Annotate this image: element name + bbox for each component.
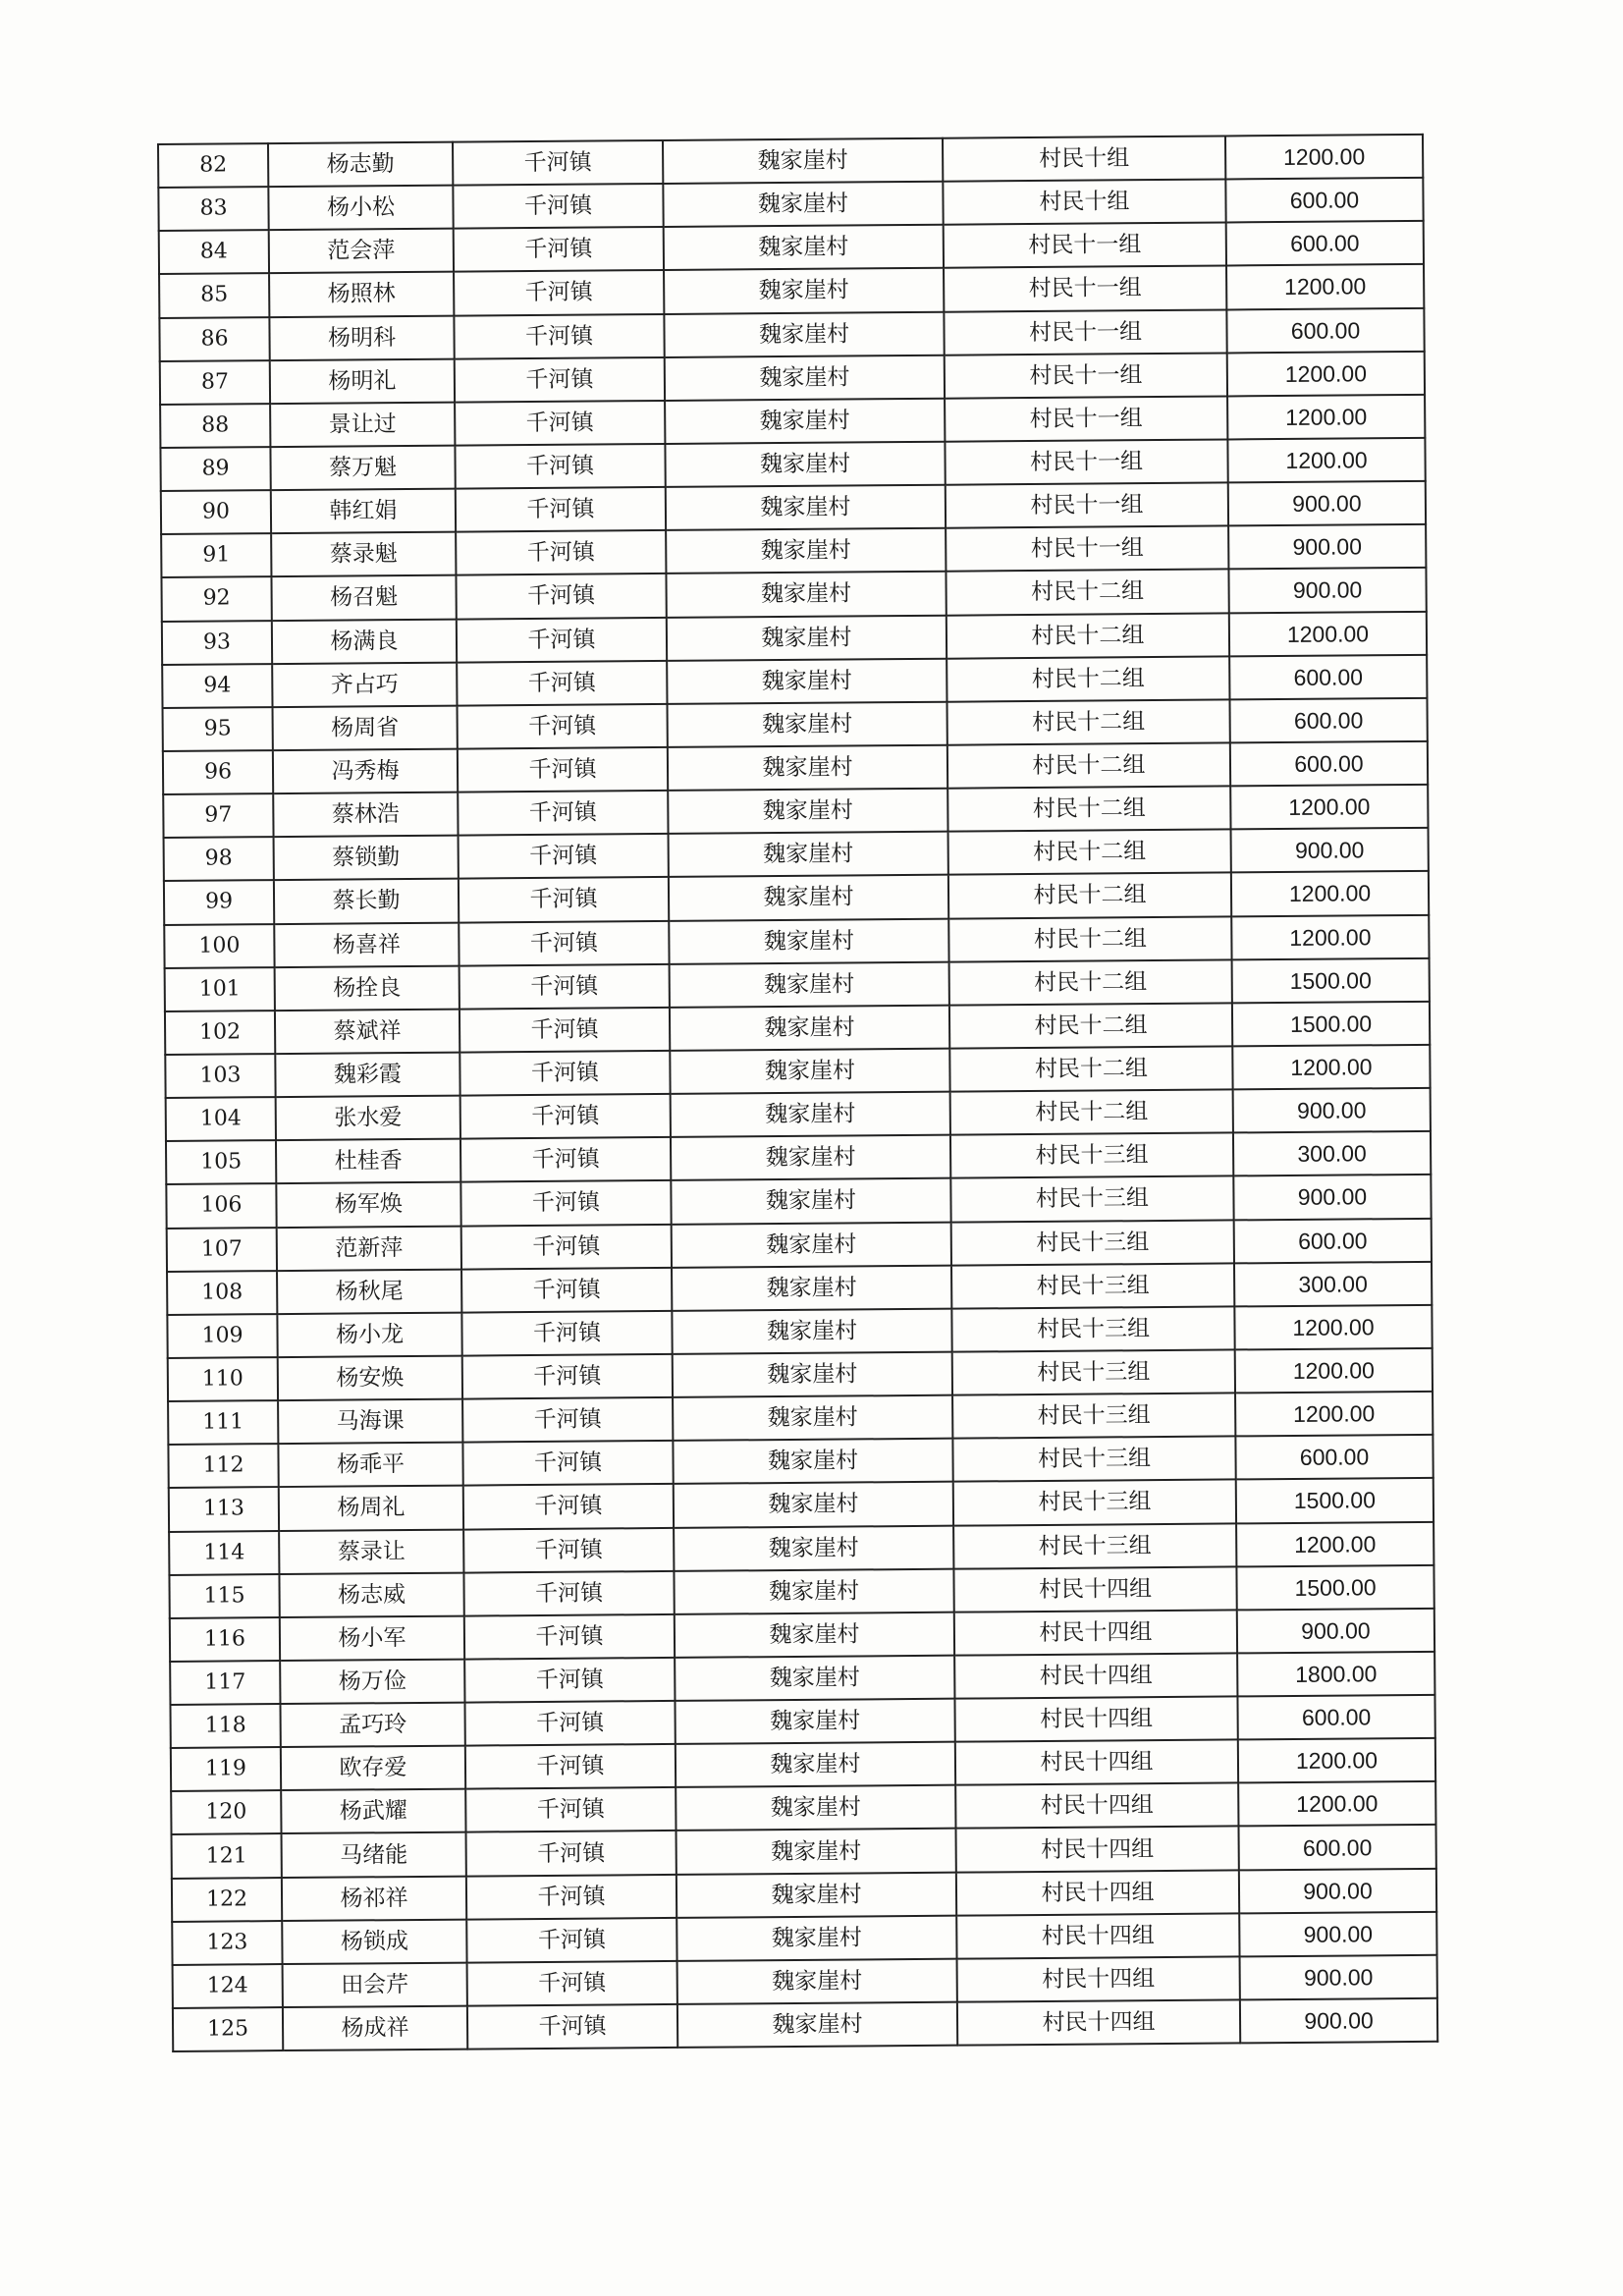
amount-cell: 1200.00: [1238, 1738, 1435, 1783]
town-cell: 千河镇: [454, 227, 664, 272]
amount-cell: 900.00: [1233, 1175, 1431, 1220]
village-cell: 魏家崖村: [670, 1049, 949, 1094]
name-cell: 蔡林浩: [273, 793, 458, 838]
name-cell: 冯秀梅: [273, 749, 458, 794]
amount-cell: 600.00: [1226, 221, 1424, 266]
town-cell: 千河镇: [457, 661, 667, 706]
amount-cell: 1200.00: [1231, 871, 1429, 916]
amount-cell: 1200.00: [1226, 264, 1424, 309]
row-number-cell: 117: [170, 1661, 280, 1705]
town-cell: 千河镇: [462, 1441, 673, 1486]
row-number-cell: 82: [158, 143, 268, 188]
village-cell: 魏家崖村: [666, 528, 946, 574]
village-cell: 魏家崖村: [672, 1222, 951, 1267]
town-cell: 千河镇: [465, 1787, 676, 1832]
village-cell: 魏家崖村: [675, 1612, 954, 1657]
row-number-cell: 120: [171, 1790, 281, 1834]
name-cell: 杜桂香: [276, 1139, 460, 1184]
group-cell: 村民十二组: [949, 1046, 1232, 1091]
group-cell: 村民十三组: [951, 1220, 1234, 1265]
village-cell: 魏家崖村: [667, 615, 947, 660]
row-number-cell: 122: [172, 1878, 282, 1922]
row-number-cell: 103: [165, 1054, 275, 1098]
row-number-cell: 92: [161, 577, 271, 622]
row-number-cell: 86: [159, 317, 269, 361]
row-number-cell: 98: [164, 837, 274, 881]
name-cell: 杨志勤: [268, 142, 453, 188]
row-number-cell: 83: [158, 187, 268, 231]
town-cell: 千河镇: [456, 530, 666, 575]
group-cell: 村民十三组: [951, 1306, 1234, 1351]
group-cell: 村民十二组: [946, 570, 1228, 615]
town-cell: 千河镇: [466, 1918, 676, 1963]
roster-table: [157, 134, 1438, 2052]
group-cell: 村民十三组: [950, 1133, 1233, 1178]
group-cell: 村民十三组: [951, 1263, 1234, 1308]
row-number-cell: 90: [161, 490, 271, 534]
amount-cell: 600.00: [1234, 1218, 1432, 1263]
amount-cell: 1500.00: [1236, 1478, 1434, 1523]
town-cell: 千河镇: [466, 1875, 676, 1920]
name-cell: 杨万俭: [280, 1660, 464, 1705]
town-cell: 千河镇: [460, 964, 670, 1010]
name-cell: 马绪能: [282, 1832, 466, 1878]
row-number-cell: 111: [168, 1400, 278, 1445]
name-cell: 杨周省: [273, 705, 458, 750]
amount-cell: 1200.00: [1235, 1348, 1433, 1394]
name-cell: 蔡锁勤: [274, 836, 459, 881]
name-cell: 杨军焕: [276, 1182, 460, 1228]
name-cell: 杨祁祥: [282, 1876, 466, 1921]
amount-cell: 600.00: [1226, 307, 1424, 353]
village-cell: 魏家崖村: [666, 485, 946, 530]
name-cell: 魏彩霞: [275, 1053, 460, 1098]
name-cell: 蔡录让: [279, 1529, 463, 1574]
village-cell: 魏家崖村: [666, 572, 946, 617]
table-row: [173, 1998, 1437, 2051]
row-number-cell: 105: [166, 1140, 276, 1184]
village-cell: 魏家崖村: [675, 1656, 954, 1701]
amount-cell: 600.00: [1237, 1695, 1434, 1740]
name-cell: 杨满良: [272, 619, 457, 664]
amount-cell: 1200.00: [1227, 438, 1425, 483]
amount-cell: 1200.00: [1227, 395, 1425, 440]
village-cell: 魏家崖村: [676, 1829, 956, 1874]
row-number-cell: 114: [169, 1531, 279, 1575]
town-cell: 千河镇: [456, 574, 666, 619]
town-cell: 千河镇: [458, 704, 668, 749]
amount-cell: 600.00: [1229, 655, 1427, 700]
village-cell: 魏家崖村: [675, 1699, 954, 1744]
group-cell: 村民十一组: [944, 223, 1226, 268]
row-number-cell: 85: [159, 274, 269, 318]
village-cell: 魏家崖村: [670, 961, 949, 1007]
town-cell: 千河镇: [463, 1527, 674, 1572]
amount-cell: 1200.00: [1231, 914, 1429, 959]
village-cell: 魏家崖村: [674, 1482, 953, 1527]
amount-cell: 300.00: [1234, 1261, 1432, 1306]
row-number-cell: 94: [162, 664, 272, 708]
village-cell: 魏家崖村: [668, 745, 947, 791]
roster-table-body: [158, 135, 1437, 2051]
town-cell: 千河镇: [459, 834, 669, 879]
amount-cell: 900.00: [1231, 828, 1429, 873]
town-cell: 千河镇: [455, 444, 665, 489]
group-cell: 村民十一组: [946, 483, 1228, 528]
name-cell: 杨锁成: [282, 1919, 466, 1964]
row-number-cell: 116: [170, 1617, 280, 1662]
group-cell: 村民十一组: [944, 266, 1226, 311]
amount-cell: 900.00: [1228, 524, 1426, 570]
group-cell: 村民十二组: [948, 916, 1231, 961]
town-cell: 千河镇: [453, 184, 663, 229]
village-cell: 魏家崖村: [665, 399, 945, 444]
village-cell: 魏家崖村: [677, 2002, 957, 2048]
name-cell: 范新萍: [277, 1226, 461, 1271]
village-cell: 魏家崖村: [663, 138, 943, 184]
group-cell: 村民十三组: [952, 1393, 1235, 1438]
village-cell: 魏家崖村: [673, 1395, 952, 1441]
amount-cell: 600.00: [1238, 1825, 1435, 1870]
row-number-cell: 88: [160, 404, 270, 448]
group-cell: 村民十二组: [948, 830, 1231, 875]
name-cell: 杨喜祥: [274, 922, 459, 967]
row-number-cell: 115: [169, 1574, 279, 1618]
village-cell: 魏家崖村: [676, 1915, 956, 1960]
row-number-cell: 93: [162, 621, 272, 665]
group-cell: 村民十二组: [947, 613, 1229, 658]
village-cell: 魏家崖村: [667, 702, 947, 747]
town-cell: 千河镇: [463, 1571, 674, 1616]
group-cell: 村民十二组: [950, 1090, 1233, 1135]
town-cell: 千河镇: [467, 2004, 677, 2050]
name-cell: 韩红娟: [271, 489, 456, 534]
village-cell: 魏家崖村: [676, 1785, 955, 1831]
town-cell: 千河镇: [460, 1008, 670, 1053]
amount-cell: 600.00: [1235, 1435, 1433, 1480]
name-cell: 杨武耀: [281, 1789, 465, 1834]
town-cell: 千河镇: [465, 1744, 676, 1789]
town-cell: 千河镇: [458, 747, 668, 793]
group-cell: 村民十三组: [952, 1437, 1235, 1482]
row-number-cell: 97: [163, 793, 273, 838]
name-cell: 杨明科: [269, 315, 454, 360]
row-number-cell: 96: [163, 750, 273, 794]
row-number-cell: 123: [172, 1921, 282, 1965]
name-cell: 杨乖平: [278, 1443, 462, 1488]
name-cell: 杨小军: [280, 1615, 464, 1661]
village-cell: 魏家崖村: [674, 1525, 953, 1570]
amount-cell: 900.00: [1239, 1912, 1436, 1957]
row-number-cell: 118: [170, 1704, 280, 1748]
row-number-cell: 91: [161, 533, 271, 577]
row-number-cell: 99: [164, 880, 274, 924]
group-cell: 村民十三组: [953, 1480, 1236, 1525]
group-cell: 村民十三组: [953, 1523, 1236, 1568]
village-cell: 魏家崖村: [671, 1092, 950, 1137]
row-number-cell: 110: [168, 1357, 278, 1401]
name-cell: 张水爱: [276, 1096, 460, 1141]
name-cell: 杨周礼: [279, 1486, 463, 1531]
town-cell: 千河镇: [458, 791, 668, 836]
group-cell: 村民十四组: [956, 1870, 1239, 1915]
row-number-cell: 121: [172, 1834, 282, 1879]
village-cell: 魏家崖村: [672, 1308, 951, 1353]
group-cell: 村民十四组: [955, 1783, 1238, 1829]
amount-cell: 1200.00: [1236, 1521, 1434, 1566]
town-cell: 千河镇: [467, 1961, 677, 2006]
group-cell: 村民十二组: [947, 656, 1229, 701]
group-cell: 村民十四组: [954, 1696, 1237, 1741]
name-cell: 田会芹: [283, 1962, 467, 2007]
village-cell: 魏家崖村: [664, 311, 944, 356]
name-cell: 杨照林: [269, 272, 454, 317]
group-cell: 村民十一组: [945, 439, 1227, 484]
town-cell: 千河镇: [461, 1268, 672, 1313]
town-cell: 千河镇: [455, 401, 665, 446]
town-cell: 千河镇: [462, 1397, 673, 1443]
name-cell: 杨小松: [268, 186, 453, 231]
town-cell: 千河镇: [459, 877, 669, 922]
name-cell: 蔡录魁: [271, 532, 456, 577]
group-cell: 村民十二组: [947, 699, 1229, 744]
row-number-cell: 107: [167, 1228, 277, 1272]
row-number-cell: 124: [173, 1964, 283, 2008]
town-cell: 千河镇: [460, 1051, 670, 1096]
amount-cell: 1200.00: [1232, 1045, 1430, 1090]
town-cell: 千河镇: [466, 1831, 676, 1876]
village-cell: 魏家崖村: [677, 1959, 957, 2004]
amount-cell: 900.00: [1233, 1088, 1431, 1133]
group-cell: 村民十二组: [949, 1003, 1232, 1048]
group-cell: 村民十四组: [957, 1999, 1240, 2045]
group-cell: 村民十一组: [945, 353, 1227, 398]
village-cell: 魏家崖村: [664, 225, 944, 270]
row-number-cell: 100: [164, 924, 274, 968]
row-number-cell: 109: [167, 1314, 277, 1358]
group-cell: 村民十四组: [955, 1740, 1238, 1785]
town-cell: 千河镇: [460, 1180, 671, 1226]
row-number-cell: 113: [169, 1487, 279, 1531]
group-cell: 村民十四组: [953, 1566, 1236, 1612]
group-cell: 村民十四组: [956, 1913, 1239, 1958]
village-cell: 魏家崖村: [676, 1742, 955, 1787]
village-cell: 魏家崖村: [667, 658, 947, 703]
name-cell: 杨小龙: [277, 1312, 461, 1357]
row-number-cell: 84: [159, 230, 269, 274]
amount-cell: 1500.00: [1232, 958, 1430, 1004]
town-cell: 千河镇: [464, 1614, 675, 1660]
amount-cell: 1500.00: [1236, 1564, 1434, 1610]
village-cell: 魏家崖村: [664, 268, 944, 313]
village-cell: 魏家崖村: [673, 1439, 952, 1484]
village-cell: 魏家崖村: [676, 1872, 956, 1917]
amount-cell: 1200.00: [1238, 1781, 1435, 1827]
name-cell: 蔡万魁: [270, 446, 455, 491]
amount-cell: 600.00: [1225, 178, 1423, 223]
group-cell: 村民十组: [943, 136, 1225, 181]
name-cell: 蔡斌祥: [275, 1009, 460, 1054]
row-number-cell: 95: [163, 707, 273, 751]
village-cell: 魏家崖村: [673, 1352, 952, 1397]
name-cell: 齐占巧: [272, 662, 457, 707]
group-cell: 村民十四组: [954, 1610, 1237, 1655]
row-number-cell: 104: [166, 1097, 276, 1141]
group-cell: 村民十四组: [957, 1956, 1240, 2001]
row-number-cell: 125: [173, 2007, 283, 2051]
village-cell: 魏家崖村: [663, 182, 943, 227]
name-cell: 景让过: [270, 402, 455, 447]
group-cell: 村民十组: [943, 180, 1225, 225]
name-cell: 杨秋尾: [277, 1269, 461, 1314]
amount-cell: 1200.00: [1234, 1305, 1432, 1350]
village-cell: 魏家崖村: [669, 832, 948, 877]
name-cell: 欧存爱: [281, 1746, 465, 1791]
row-number-cell: 102: [165, 1011, 275, 1055]
village-cell: 魏家崖村: [668, 789, 947, 834]
name-cell: 杨成祥: [283, 2006, 467, 2051]
amount-cell: 900.00: [1228, 481, 1426, 526]
name-cell: 杨召魁: [271, 575, 456, 621]
town-cell: 千河镇: [461, 1224, 672, 1269]
town-cell: 千河镇: [453, 140, 663, 186]
village-cell: 魏家崖村: [670, 1006, 949, 1051]
amount-cell: 900.00: [1240, 1998, 1437, 2044]
town-cell: 千河镇: [461, 1311, 672, 1356]
group-cell: 村民十三组: [950, 1176, 1233, 1222]
row-number-cell: 101: [165, 967, 275, 1011]
name-cell: 杨明礼: [270, 358, 455, 404]
town-cell: 千河镇: [464, 1701, 675, 1746]
row-number-cell: 89: [160, 447, 270, 491]
name-cell: 杨安焕: [278, 1356, 462, 1401]
amount-cell: 1200.00: [1229, 611, 1427, 656]
row-number-cell: 108: [167, 1271, 277, 1315]
village-cell: 魏家崖村: [672, 1265, 951, 1310]
row-number-cell: 119: [171, 1747, 281, 1791]
town-cell: 千河镇: [454, 314, 664, 359]
village-cell: 魏家崖村: [665, 355, 945, 400]
town-cell: 千河镇: [462, 1354, 673, 1399]
group-cell: 村民十一组: [944, 309, 1226, 355]
amount-cell: 1200.00: [1225, 135, 1423, 180]
amount-cell: 1200.00: [1230, 785, 1428, 830]
group-cell: 村民十二组: [949, 959, 1232, 1005]
group-cell: 村民十二组: [948, 873, 1231, 918]
group-cell: 村民十四组: [954, 1653, 1237, 1698]
group-cell: 村民十三组: [952, 1349, 1235, 1394]
amount-cell: 900.00: [1228, 568, 1426, 613]
amount-cell: 1500.00: [1232, 1002, 1430, 1047]
name-cell: 范会萍: [269, 229, 454, 274]
village-cell: 魏家崖村: [674, 1568, 953, 1613]
town-cell: 千河镇: [457, 617, 667, 662]
group-cell: 村民十四组: [956, 1827, 1239, 1872]
town-cell: 千河镇: [455, 357, 665, 403]
name-cell: 蔡长勤: [274, 879, 459, 924]
village-cell: 魏家崖村: [671, 1135, 950, 1180]
amount-cell: 1200.00: [1227, 352, 1425, 397]
name-cell: 孟巧玲: [280, 1703, 464, 1748]
amount-cell: 600.00: [1230, 741, 1428, 787]
village-cell: 魏家崖村: [671, 1178, 950, 1224]
amount-cell: 1200.00: [1235, 1392, 1433, 1437]
amount-cell: 900.00: [1237, 1609, 1434, 1654]
amount-cell: 900.00: [1239, 1868, 1436, 1913]
row-number-cell: 87: [160, 360, 270, 405]
amount-cell: 300.00: [1233, 1131, 1431, 1176]
town-cell: 千河镇: [460, 1137, 671, 1182]
row-number-cell: 106: [166, 1183, 276, 1228]
name-cell: 杨拴良: [275, 965, 460, 1011]
row-number-cell: 112: [168, 1444, 278, 1488]
amount-cell: 1800.00: [1237, 1652, 1434, 1697]
village-cell: 魏家崖村: [669, 918, 948, 963]
town-cell: 千河镇: [460, 1094, 671, 1139]
village-cell: 魏家崖村: [665, 442, 945, 487]
village-cell: 魏家崖村: [669, 875, 948, 920]
name-cell: 马海课: [278, 1399, 462, 1445]
amount-cell: 900.00: [1240, 1955, 1437, 2000]
name-cell: 杨志威: [279, 1572, 463, 1617]
group-cell: 村民十二组: [947, 787, 1230, 832]
amount-cell: 600.00: [1229, 698, 1427, 743]
group-cell: 村民十二组: [947, 742, 1230, 788]
group-cell: 村民十一组: [945, 396, 1227, 441]
town-cell: 千河镇: [464, 1658, 675, 1703]
town-cell: 千河镇: [456, 487, 666, 532]
town-cell: 千河镇: [454, 270, 664, 315]
town-cell: 千河镇: [463, 1484, 674, 1529]
group-cell: 村民十一组: [946, 526, 1228, 572]
town-cell: 千河镇: [459, 920, 669, 965]
